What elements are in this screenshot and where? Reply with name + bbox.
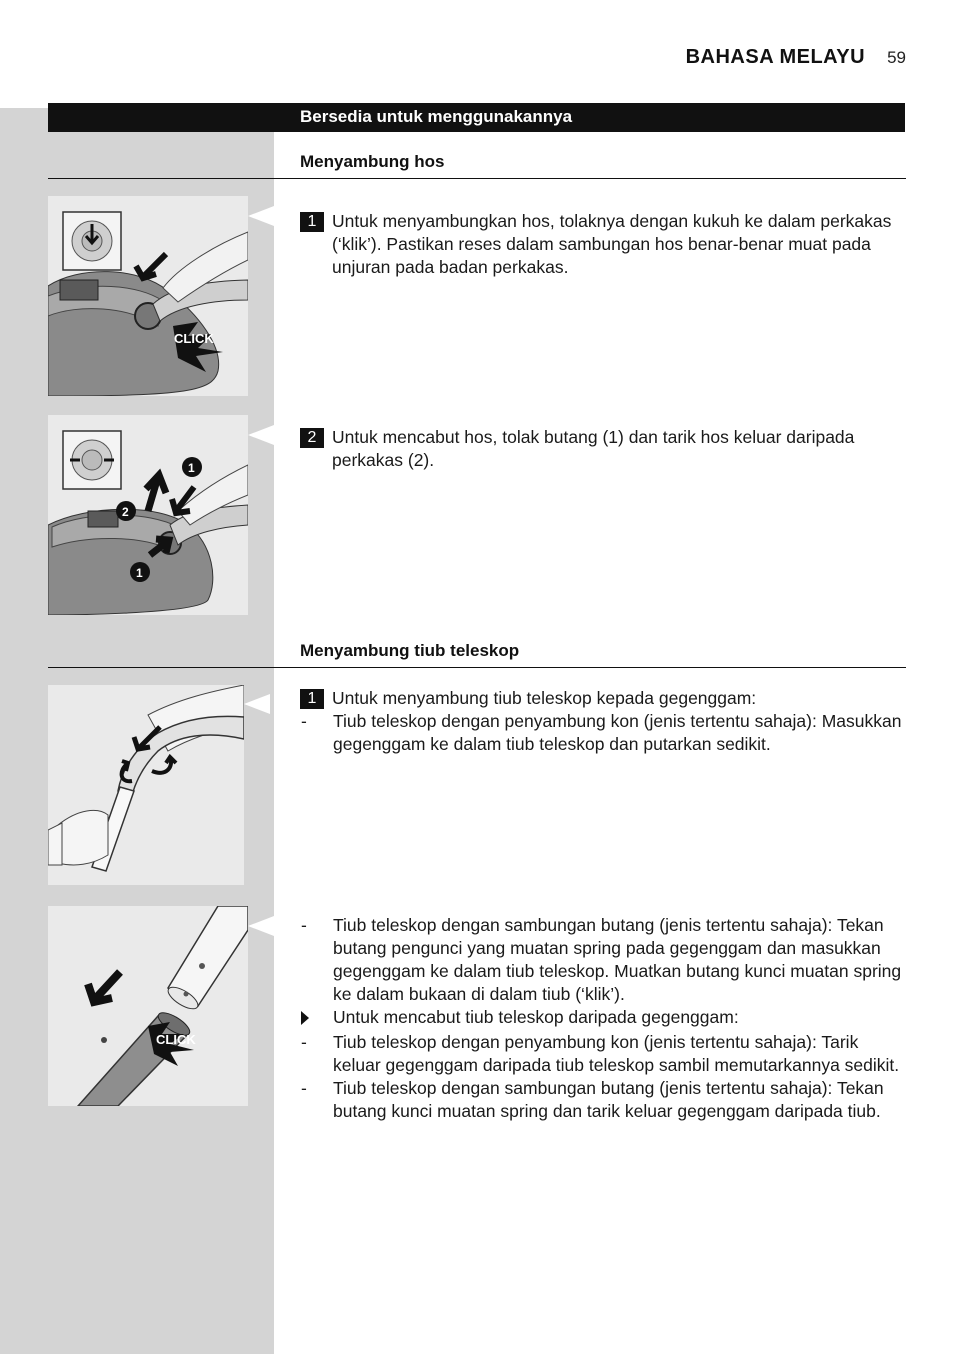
click-label: CLICK (174, 331, 214, 346)
section-title-bar (48, 103, 905, 132)
list-item-text: Tiub teleskop dengan penyambung kon (jenis tertentu sahaja): Tarik keluar gegenggam daripada tiub teleskop sambil memutarkannya sedikit. (333, 1032, 900, 1075)
dash-marker: - (301, 711, 307, 731)
language-title: BAHASA MELAYU (685, 46, 866, 68)
page-header (686, 46, 906, 69)
step-text: Untuk menyambung tiub teleskop kepada gegenggam: (332, 688, 757, 708)
page-number: 59 (887, 48, 906, 67)
list-item-text: Tiub teleskop dengan sambungan butang (jenis tertentu sahaja): Tekan butang kunci muatan spring dan tarik keluar gegenggam daripada tiub. (333, 1078, 884, 1121)
dash-marker: - (301, 915, 307, 935)
step-number: 1 (300, 689, 324, 709)
subheading-telescopic-tube: Menyambung tiub teleskop (300, 641, 520, 660)
figure-pointer (248, 916, 274, 936)
dash-marker: - (301, 1032, 307, 1052)
divider-rule (48, 178, 906, 179)
divider-rule (48, 667, 906, 668)
subheading-hose: Menyambung hos (300, 152, 445, 171)
step-number: 2 (300, 428, 324, 448)
hose-step-2 (300, 426, 910, 472)
badge-2: 2 (122, 505, 129, 519)
hose-step-1 (300, 210, 910, 279)
dash-marker: - (301, 1078, 307, 1098)
figure-pointer (248, 206, 274, 226)
tube-instructions-list (300, 914, 910, 1123)
list-item-text: Tiub teleskop dengan penyambung kon (jenis tertentu sahaja): Masukkan gegenggam ke dalam tiub teleskop dan putarkan sedikit. (333, 711, 902, 754)
section-title: Bersedia untuk menggunakannya (300, 107, 573, 126)
figure-pointer (244, 694, 270, 714)
list-item-text: Tiub teleskop dengan sambungan butang (jenis tertentu sahaja): Tekan butang pengunci yang muatan spring pada gegenggam dan masukkan gegenggam ke dalam tiub teleskop. Muatkan butang kunci muatan spring ke dalam bukaan di dalam tiub (‘klik’). (333, 915, 902, 1004)
figure-connect-hose (48, 196, 248, 396)
figure-disconnect-hose (48, 415, 248, 615)
badge-1: 1 (188, 461, 195, 475)
badge-1: 1 (136, 566, 143, 580)
bullet-text: Untuk mencabut tiub teleskop daripada gegenggam: (333, 1007, 739, 1027)
figure-button-connection (48, 906, 248, 1106)
figure-connect-tube (48, 685, 244, 885)
step-text: Untuk mencabut hos, tolak butang (1) dan tarik hos keluar daripada perkakas (2). (332, 427, 855, 470)
triangle-bullet-icon (300, 1006, 333, 1031)
tube-step-1 (300, 687, 910, 756)
figure-pointer (248, 425, 274, 445)
step-text: Untuk menyambungkan hos, tolaknya dengan kukuh ke dalam perkakas (‘klik’). Pastikan reses dalam sambungan hos benar-benar muat pada unjuran pada badan perkakas. (332, 211, 892, 277)
step-number: 1 (300, 212, 324, 232)
click-label: CLICK (156, 1032, 196, 1047)
